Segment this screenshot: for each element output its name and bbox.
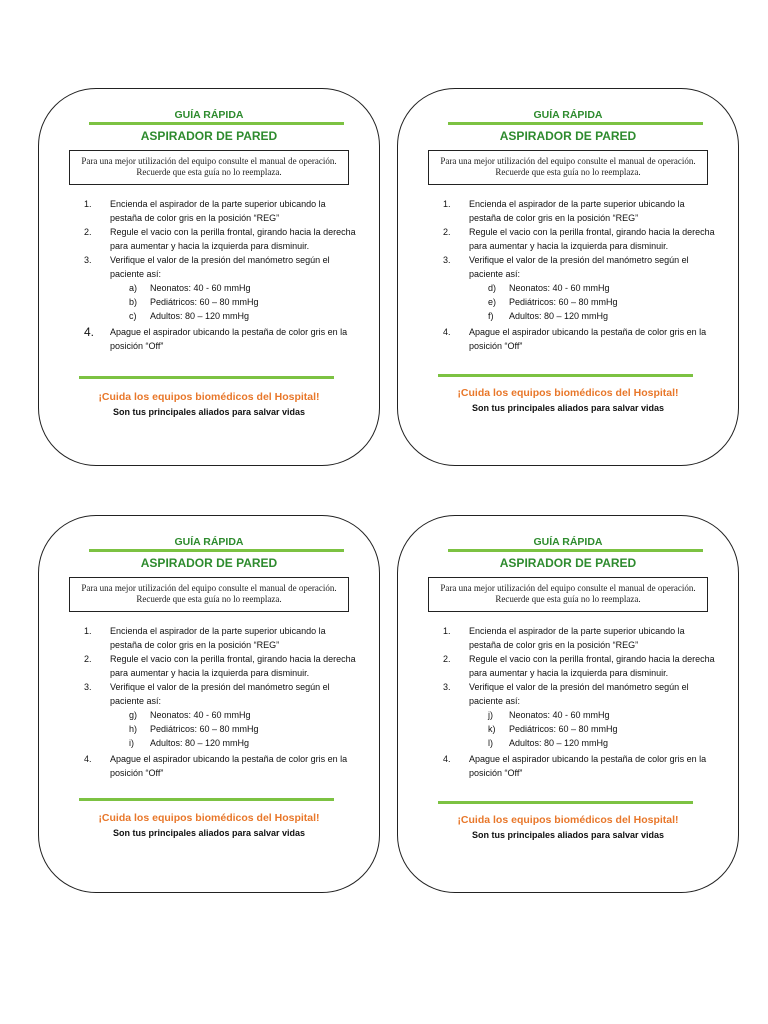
step-item: 1. Encienda el aspirador de la parte superior ubicando la pestaña de color gris en la posición “REG”	[443, 626, 685, 650]
manual-note: Para una mejor utilización del equipo consulte el manual de operación. Recuerde que esta guía no lo reemplaza.	[428, 150, 708, 185]
sub-item: e) Pediátricos: 60 – 80 mmHg	[488, 297, 618, 307]
step-item: 1. Encienda el aspirador de la parte superior ubicando la pestaña de color gris en la posición “REG”	[443, 199, 685, 223]
sub-item: g) Neonatos: 40 - 60 mmHg	[129, 710, 251, 720]
green-divider	[448, 122, 703, 125]
guide-card-3	[38, 515, 380, 893]
sub-item: k) Pediátricos: 60 – 80 mmHg	[488, 724, 618, 734]
guide-card-2	[397, 88, 739, 466]
care-slogan: ¡Cuida los equipos biomédicos del Hospital!	[457, 387, 679, 399]
allies-tagline: Son tus principales aliados para salvar vidas	[471, 403, 665, 413]
pressure-sublist	[129, 281, 359, 323]
sub-item: d) Neonatos: 40 - 60 mmHg	[488, 283, 610, 293]
step-item: 2. Regule el vacio con la perilla frontal, girando hacia la derecha para aumentar y hacia la izquierda para disminuir.	[443, 654, 715, 678]
sub-item: c) Adultos: 80 – 120 mmHg	[129, 311, 250, 321]
sub-item: i) Adultos: 80 – 120 mmHg	[129, 738, 250, 748]
sub-item: b) Pediátricos: 60 – 80 mmHg	[129, 297, 259, 307]
step-item: 3. Verifique el valor de la presión del manómetro según el paciente así:	[443, 255, 689, 279]
card-title: ASPIRADOR DE PARED	[499, 129, 637, 143]
card-title: ASPIRADOR DE PARED	[499, 556, 637, 570]
green-divider	[89, 122, 344, 125]
green-divider	[438, 801, 693, 804]
guide-label: GUÍA RÁPIDA	[174, 109, 244, 121]
steps-list	[443, 197, 718, 353]
green-divider	[448, 549, 703, 552]
step-item: 4. Apague el aspirador ubicando la pestaña de color gris en la posición “Off”	[84, 754, 348, 778]
green-divider	[438, 374, 693, 377]
allies-tagline: Son tus principales aliados para salvar vidas	[471, 830, 665, 840]
sub-item: j) Neonatos: 40 - 60 mmHg	[488, 710, 610, 720]
step-item: 1. Encienda el aspirador de la parte superior ubicando la pestaña de color gris en la posición “REG”	[84, 626, 326, 650]
guide-label: GUÍA RÁPIDA	[174, 536, 244, 548]
manual-note: Para una mejor utilización del equipo consulte el manual de operación. Recuerde que esta guía no lo reemplaza.	[69, 577, 349, 612]
step-item: 3. Verifique el valor de la presión del manómetro según el paciente así:	[84, 682, 330, 706]
steps-list	[443, 624, 718, 780]
step-item: 2. Regule el vacio con la perilla frontal, girando hacia la derecha para aumentar y hacia la izquierda para disminuir.	[443, 227, 715, 251]
allies-tagline: Son tus principales aliados para salvar vidas	[112, 407, 306, 417]
manual-note: Para una mejor utilización del equipo consulte el manual de operación. Recuerde que esta guía no lo reemplaza.	[428, 577, 708, 612]
steps-list	[84, 197, 359, 353]
steps-list	[84, 624, 359, 780]
guide-card-1	[38, 88, 380, 466]
sub-item: h) Pediátricos: 60 – 80 mmHg	[129, 724, 259, 734]
green-divider	[79, 376, 334, 379]
pressure-sublist	[488, 708, 718, 750]
allies-tagline: Son tus principales aliados para salvar vidas	[112, 828, 306, 838]
pressure-sublist	[488, 281, 718, 323]
guide-label: GUÍA RÁPIDA	[533, 536, 603, 548]
step-item: 2. Regule el vacio con la perilla frontal, girando hacia la derecha para aumentar y hacia la izquierda para disminuir.	[84, 654, 356, 678]
card-title: ASPIRADOR DE PARED	[140, 129, 278, 143]
green-divider	[79, 798, 334, 801]
care-slogan: ¡Cuida los equipos biomédicos del Hospital!	[457, 814, 679, 826]
step-item: 1. Encienda el aspirador de la parte superior ubicando la pestaña de color gris en la posición “REG”	[84, 199, 326, 223]
step-item: 4. Apague el aspirador ubicando la pestaña de color gris en la posición “Off”	[443, 327, 707, 351]
care-slogan: ¡Cuida los equipos biomédicos del Hospital!	[98, 391, 320, 403]
green-divider	[89, 549, 344, 552]
step-item: 2. Regule el vacio con la perilla frontal, girando hacia la derecha para aumentar y hacia la izquierda para disminuir.	[84, 227, 356, 251]
sub-item: a) Neonatos: 40 - 60 mmHg	[129, 283, 251, 293]
pressure-sublist	[129, 708, 359, 750]
sub-item: l) Adultos: 80 – 120 mmHg	[488, 738, 609, 748]
card-title: ASPIRADOR DE PARED	[140, 556, 278, 570]
step-item: 3. Verifique el valor de la presión del manómetro según el paciente así:	[443, 682, 689, 706]
guide-card-4	[397, 515, 739, 893]
step-item: 3. Verifique el valor de la presión del manómetro según el paciente así:	[84, 255, 330, 279]
step-item: 4. Apague el aspirador ubicando la pestaña de color gris en la posición “Off”	[84, 325, 348, 351]
care-slogan: ¡Cuida los equipos biomédicos del Hospital!	[98, 812, 320, 824]
guide-label: GUÍA RÁPIDA	[533, 109, 603, 121]
sub-item: f) Adultos: 80 – 120 mmHg	[488, 311, 609, 321]
step-item: 4. Apague el aspirador ubicando la pestaña de color gris en la posición “Off”	[443, 754, 707, 778]
manual-note: Para una mejor utilización del equipo consulte el manual de operación. Recuerde que esta guía no lo reemplaza.	[69, 150, 349, 185]
